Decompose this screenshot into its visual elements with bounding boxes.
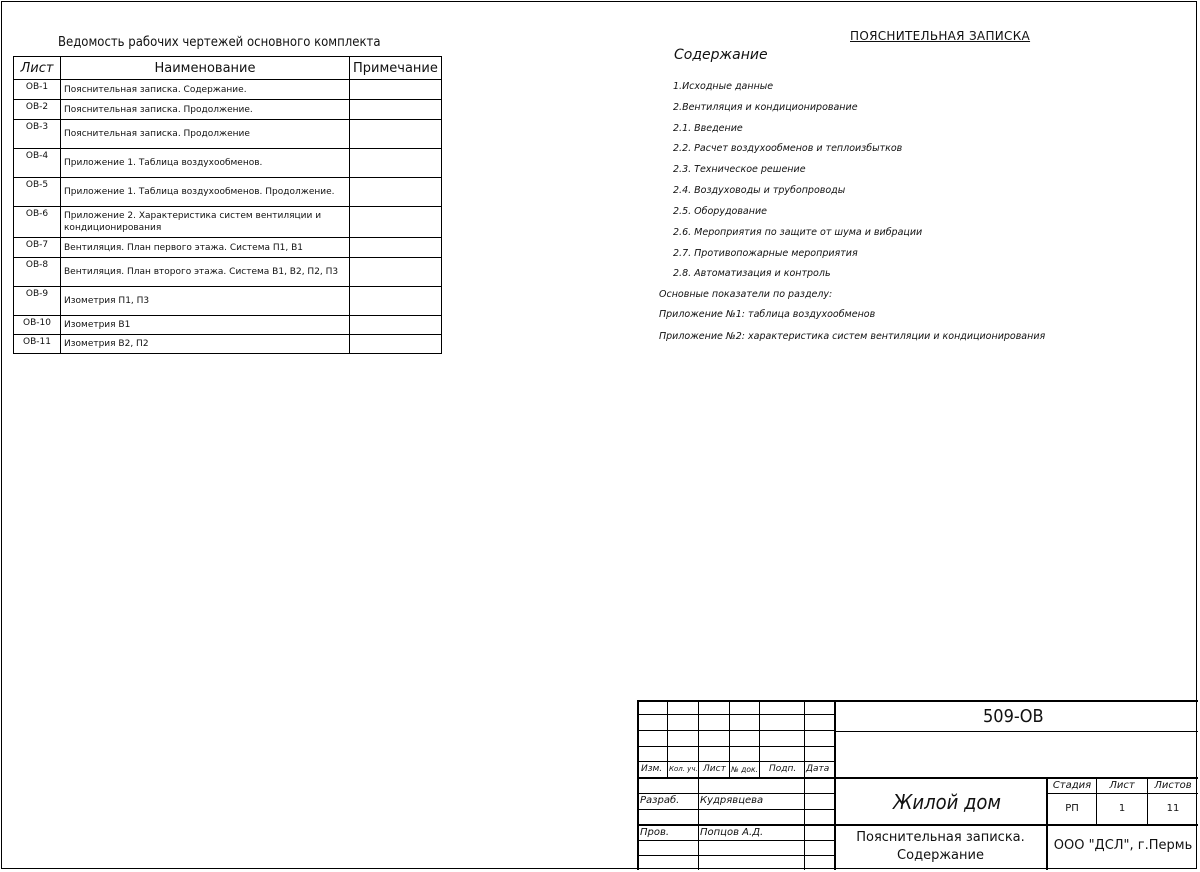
sheets-label: Листов	[1154, 780, 1192, 791]
toc-item: 2.5. Оборудование	[673, 206, 767, 217]
row-note	[350, 178, 442, 207]
toc-item: Основные показатели по разделу:	[659, 289, 833, 300]
header-sheet: Лист	[14, 57, 61, 80]
toc-item: 2.8. Автоматизация и контроль	[673, 268, 831, 279]
stage-label: Стадия	[1052, 780, 1092, 791]
table-row	[14, 238, 442, 258]
row-name: Приложение 2. Характеристика систем вентиляции и кондиционирования	[61, 207, 350, 238]
row-sheet: ОВ-3	[14, 120, 61, 149]
row-note	[350, 287, 442, 316]
row-sheet: ОВ-9	[14, 287, 61, 316]
row-name: Изометрия В2, П2	[61, 335, 350, 354]
row-note	[350, 80, 442, 100]
object-name: Жилой дом	[893, 790, 1002, 814]
row-sheet: ОВ-4	[14, 149, 61, 178]
row-note	[350, 238, 442, 258]
col-izm: Изм.	[641, 764, 663, 774]
row-name: Изометрия П1, П3	[61, 287, 350, 316]
table-row	[14, 178, 442, 207]
row-name: Приложение 1. Таблица воздухообменов.	[61, 149, 350, 178]
row-sheet: ОВ-1	[14, 80, 61, 100]
note-title: ПОЯСНИТЕЛЬНАЯ ЗАПИСКА	[850, 29, 1031, 43]
toc-item: Приложение №1: таблица воздухообменов	[659, 309, 876, 320]
toc-item: 2.4. Воздуховоды и трубопроводы	[673, 185, 846, 196]
row-sheet: ОВ-7	[14, 238, 61, 258]
sheet-title-line2: Содержание	[897, 848, 984, 863]
company-name: ООО "ДСЛ", г.Пермь	[1053, 838, 1193, 853]
table-row	[14, 258, 442, 287]
row-sheet: ОВ-11	[14, 335, 61, 354]
table-row	[14, 120, 442, 149]
table-row	[14, 287, 442, 316]
row-sheet: ОВ-5	[14, 178, 61, 207]
contents-title: Содержание	[674, 47, 768, 63]
row-note	[350, 100, 442, 120]
stage-value: РП	[1065, 803, 1079, 814]
razrab-name: Кудрявцева	[700, 795, 764, 806]
toc-item: 2.7. Противопожарные мероприятия	[673, 248, 858, 259]
toc-item: 2.3. Техническое решение	[673, 164, 806, 175]
toc-item: 2.Вентиляция и кондиционирование	[673, 102, 858, 113]
row-note	[350, 335, 442, 354]
row-name: Пояснительная записка. Продолжение.	[61, 100, 350, 120]
row-name: Приложение 1. Таблица воздухообменов. Продолжение.	[61, 178, 350, 207]
sheet-label: Лист	[1109, 780, 1135, 791]
toc-item: 1.Исходные данные	[673, 81, 774, 92]
sheet-value: 1	[1118, 803, 1126, 814]
razrab-label: Разраб.	[640, 795, 680, 806]
row-note	[350, 258, 442, 287]
row-name: Вентиляция. План первого этажа. Система П1, В1	[61, 238, 350, 258]
col-doc: № док.	[731, 765, 758, 774]
toc-item: 2.6. Мероприятия по защите от шума и вибрации	[673, 227, 923, 238]
row-sheet: ОВ-6	[14, 207, 61, 238]
toc-item: Приложение №2: характеристика систем вентиляции и кондиционирования	[659, 331, 1046, 342]
row-name: Изометрия В1	[61, 316, 350, 335]
table-header	[14, 57, 442, 80]
table-row	[14, 207, 442, 238]
prov-label: Пров.	[640, 827, 670, 838]
col-kol: Кол. уч.	[669, 765, 698, 773]
table-row	[14, 80, 442, 100]
row-sheet: ОВ-10	[14, 316, 61, 335]
toc-item: 2.2. Расчет воздухообменов и теплоизбытков	[673, 143, 903, 154]
row-sheet: ОВ-2	[14, 100, 61, 120]
col-podp: Подп.	[769, 764, 797, 774]
header-name: Наименование	[61, 57, 350, 80]
row-name: Пояснительная записка. Продолжение	[61, 120, 350, 149]
table-row	[14, 335, 442, 354]
document-code: 509-ОВ	[983, 706, 1044, 727]
row-sheet: ОВ-8	[14, 258, 61, 287]
prov-name: Попцов А.Д.	[700, 827, 764, 838]
header-note: Примечание	[350, 57, 442, 80]
row-note	[350, 120, 442, 149]
table-row	[14, 316, 442, 335]
col-list: Лист	[703, 764, 726, 774]
row-name: Вентиляция. План второго этажа. Система В1, В2, П2, П3	[61, 258, 350, 287]
sheets-value: 11	[1166, 803, 1180, 814]
row-note	[350, 207, 442, 238]
row-note	[350, 149, 442, 178]
row-name: Пояснительная записка. Содержание.	[61, 80, 350, 100]
toc-item: 2.1. Введение	[673, 123, 743, 134]
vedomost-table	[13, 56, 442, 354]
col-date: Дата	[806, 764, 830, 774]
title-block	[637, 700, 1198, 870]
table-row	[14, 100, 442, 120]
vedomost-title: Ведомость рабочих чертежей основного комплекта	[58, 35, 381, 50]
sheet-title-line1: Пояснительная записка.	[856, 830, 1025, 845]
row-note	[350, 316, 442, 335]
table-row	[14, 149, 442, 178]
